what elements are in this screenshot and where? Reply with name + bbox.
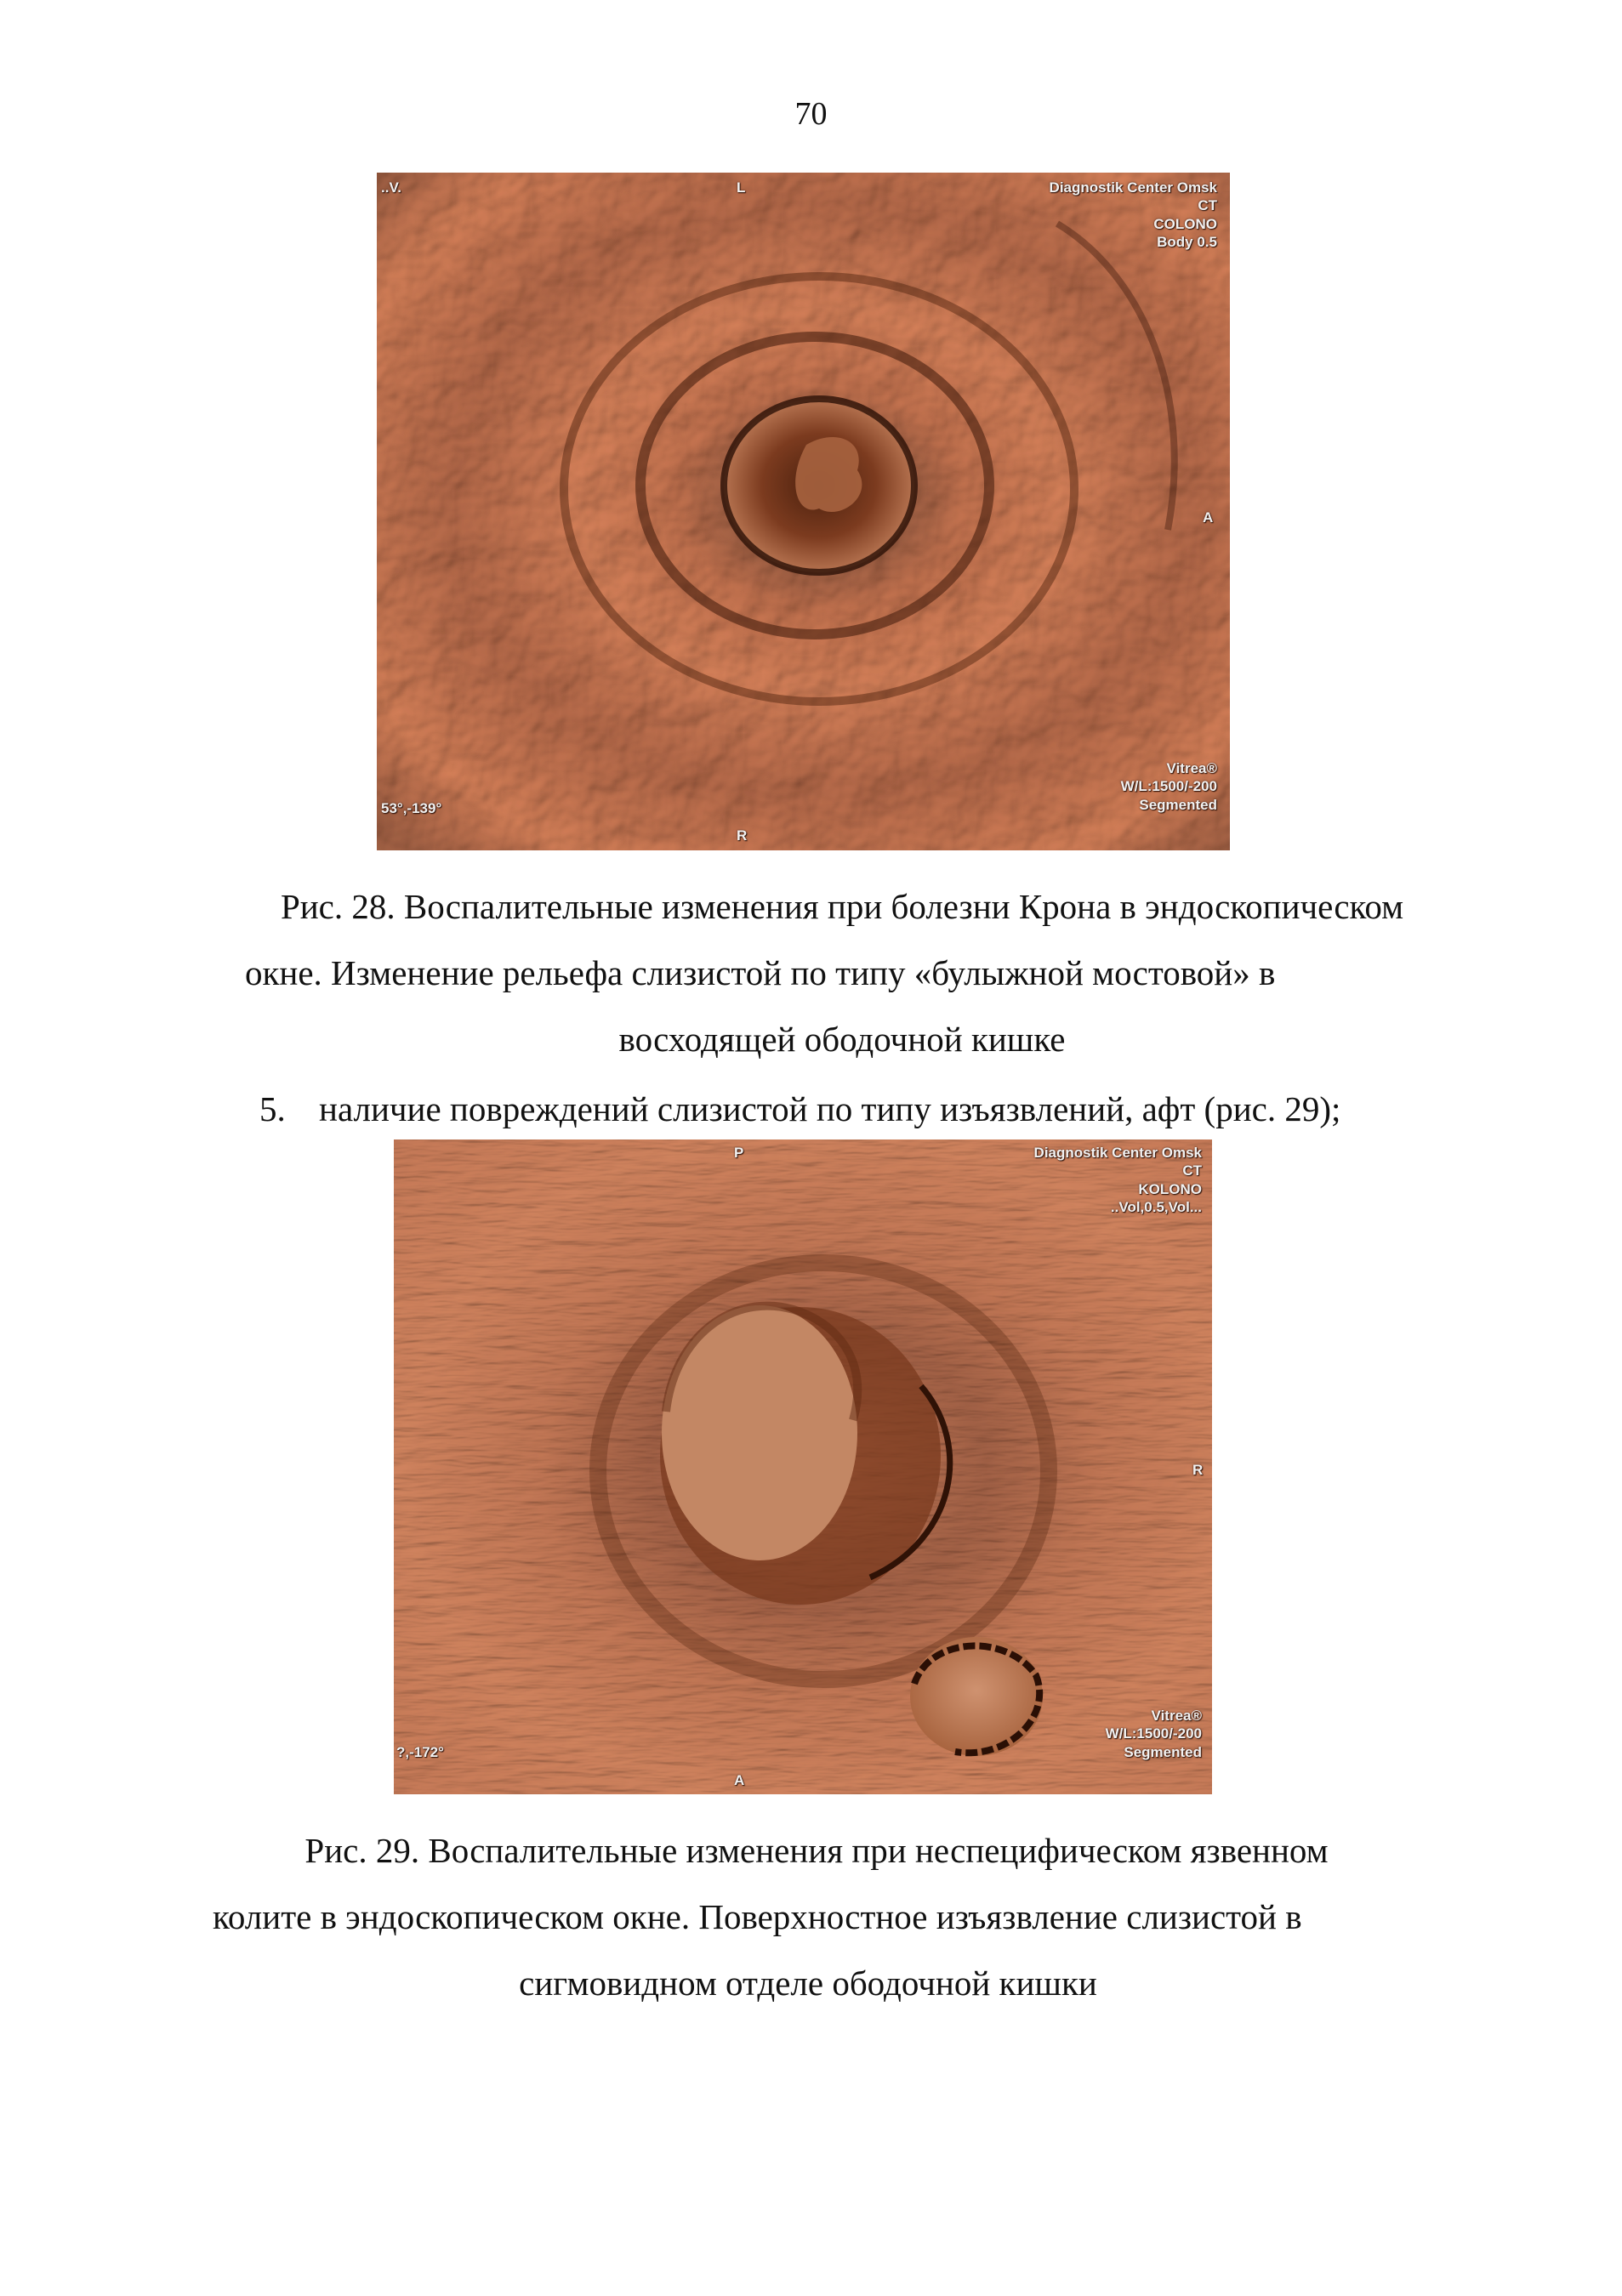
fig29-overlay-line: Segmented: [1124, 1743, 1202, 1760]
fig29-overlay-bottom-right: [1106, 1707, 1202, 1761]
fig29-overlay-line: W/L:1500/-200: [1105, 1725, 1202, 1742]
fig28-overlay-line: Diagnostik Center Omsk: [1049, 179, 1217, 196]
fig28-overlay-line: Segmented: [1139, 796, 1217, 813]
figure-28-image: [377, 173, 1230, 850]
fig29-orientation-top: P: [734, 1145, 744, 1161]
figure-28-caption: [213, 873, 1471, 1072]
caption-line: сигмовидном отделе ободочной кишки: [519, 1964, 1097, 2003]
list-item-number: 5.: [259, 1089, 286, 1128]
list-item-text: наличие повреждений слизистой по типу изъязвлений, афт (рис. 29);: [319, 1089, 1341, 1128]
fig28-overlay-line: CT: [1198, 197, 1217, 214]
fig28-orientation-bottom: R: [737, 827, 748, 844]
caption-line: восходящей ободочной кишке: [618, 1020, 1066, 1059]
fig28-overlay-angle: 53°,-139°: [381, 800, 442, 816]
fig29-orientation-bottom: A: [734, 1772, 745, 1788]
fig28-overlay-line: W/L:1500/-200: [1120, 778, 1217, 795]
caption-line: Рис. 28. Воспалительные изменения при болезни Крона в эндоскопическом: [280, 887, 1404, 926]
page-number: 70: [794, 96, 828, 132]
fig28-overlay-top-left: ..V.: [381, 179, 401, 196]
fig28-orientation-right: A: [1203, 509, 1214, 526]
fig29-overlay-line: Diagnostik Center Omsk: [1033, 1145, 1202, 1161]
fig29-overlay-line: KOLONO: [1138, 1180, 1202, 1197]
caption-line: окне. Изменение рельефа слизистой по типу «булыжной мостовой» в: [245, 953, 1276, 992]
fig28-overlay-top-right: [1050, 179, 1217, 251]
fig29-overlay-line: Vitrea®: [1151, 1708, 1202, 1724]
fig28-overlay-line: COLONO: [1153, 215, 1217, 232]
list-item-5: [259, 1076, 1340, 1142]
fig29-orientation-right: R: [1192, 1462, 1204, 1478]
caption-line: Рис. 29. Воспалительные изменения при неспецифическом язвенном: [304, 1831, 1329, 1870]
colon-cobblestone-render: [377, 173, 1230, 850]
colon-ulceration-render: [394, 1139, 1212, 1794]
fig28-orientation-top: L: [737, 179, 746, 196]
fig28-overlay-line: Vitrea®: [1166, 760, 1217, 776]
fig28-overlay-bottom-right: [1121, 759, 1217, 814]
fig29-overlay-angle: ?,-172°: [396, 1744, 444, 1760]
fig28-overlay-line: Body 0.5: [1157, 233, 1217, 250]
fig29-overlay-line: ..Vol,0.5,Vol...: [1110, 1198, 1202, 1215]
fig29-overlay-line: CT: [1182, 1162, 1202, 1179]
figure-29-image: [394, 1139, 1212, 1794]
figure-29-caption: [213, 1817, 1403, 2016]
fig29-overlay-top-right: [1034, 1144, 1202, 1216]
caption-line: колите в эндоскопическом окне. Поверхностное изъязвление слизистой в: [213, 1897, 1302, 1936]
